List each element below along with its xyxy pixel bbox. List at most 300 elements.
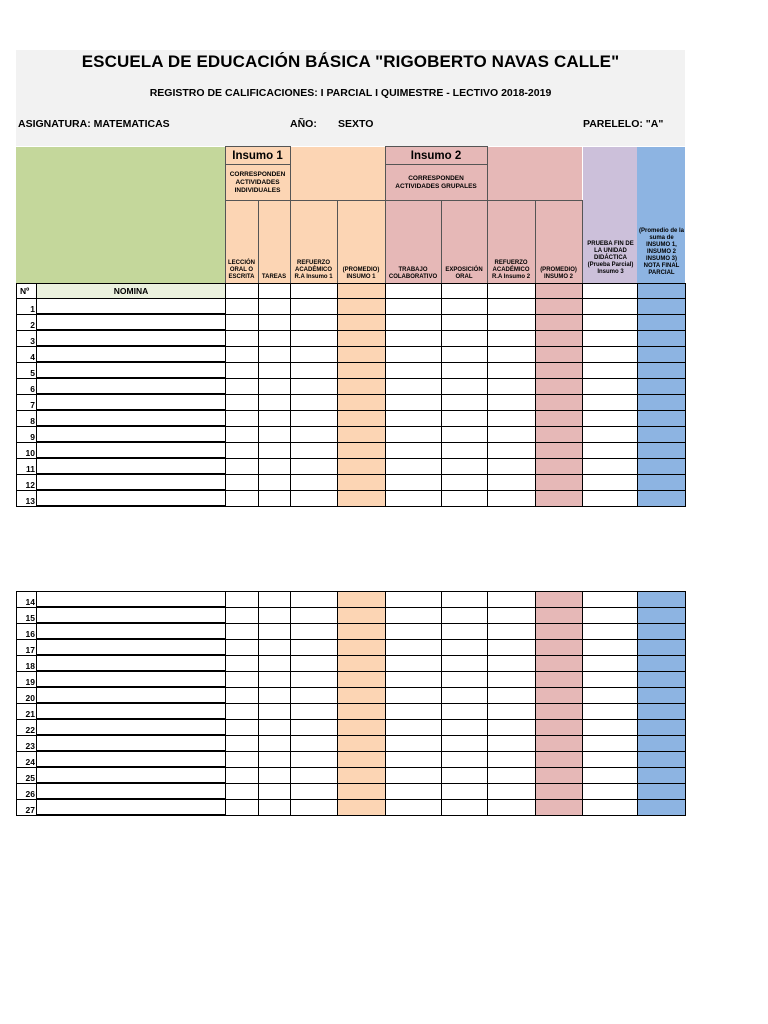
grade-cell[interactable]	[259, 442, 291, 458]
grade-cell[interactable]	[386, 655, 442, 671]
grade-cell[interactable]	[338, 799, 386, 815]
grade-cell[interactable]	[259, 687, 291, 703]
grade-cell[interactable]	[638, 623, 686, 639]
grade-cell[interactable]	[226, 426, 259, 442]
grade-cell[interactable]	[638, 474, 686, 490]
grade-cell[interactable]	[226, 458, 259, 474]
grade-cell[interactable]	[536, 655, 583, 671]
grade-cell[interactable]	[259, 346, 291, 362]
grade-cell[interactable]	[259, 751, 291, 767]
grade-cell[interactable]	[386, 687, 442, 703]
grade-cell[interactable]	[488, 655, 536, 671]
grade-cell[interactable]	[536, 671, 583, 687]
grade-cell[interactable]	[386, 623, 442, 639]
grade-cell[interactable]	[442, 426, 488, 442]
grade-cell[interactable]	[338, 410, 386, 426]
student-name-cell[interactable]	[37, 442, 226, 458]
grade-cell[interactable]	[386, 362, 442, 378]
grade-cell[interactable]	[386, 410, 442, 426]
grade-cell[interactable]	[638, 346, 686, 362]
student-name-cell[interactable]	[37, 490, 226, 506]
grade-cell[interactable]	[386, 719, 442, 735]
grade-cell[interactable]	[226, 735, 259, 751]
student-name-cell[interactable]	[37, 719, 226, 735]
grade-cell[interactable]	[442, 655, 488, 671]
grade-cell[interactable]	[291, 783, 338, 799]
grade-cell[interactable]	[259, 703, 291, 719]
grade-cell[interactable]	[226, 394, 259, 410]
grade-cell[interactable]	[226, 442, 259, 458]
grade-cell[interactable]	[638, 671, 686, 687]
grade-cell[interactable]	[583, 299, 638, 315]
grade-cell[interactable]	[338, 346, 386, 362]
grade-cell[interactable]	[259, 719, 291, 735]
grade-cell[interactable]	[386, 330, 442, 346]
grade-cell[interactable]	[638, 639, 686, 655]
grade-cell[interactable]	[291, 687, 338, 703]
row-number: 15	[17, 607, 37, 623]
grade-cell[interactable]	[386, 767, 442, 783]
grade-cell[interactable]	[259, 639, 291, 655]
grade-cell[interactable]	[583, 799, 638, 815]
grade-cell[interactable]	[259, 490, 291, 506]
grade-cell[interactable]	[536, 607, 583, 623]
grade-cell[interactable]	[638, 719, 686, 735]
grade-cell[interactable]	[226, 719, 259, 735]
grade-cell[interactable]	[583, 687, 638, 703]
grade-cell[interactable]	[259, 410, 291, 426]
student-name-cell[interactable]	[37, 458, 226, 474]
grade-cell[interactable]	[583, 490, 638, 506]
grade-cell[interactable]	[291, 410, 338, 426]
grade-cell[interactable]	[442, 671, 488, 687]
grade-cell[interactable]	[536, 426, 583, 442]
grade-cell[interactable]	[259, 330, 291, 346]
grade-cell[interactable]	[442, 639, 488, 655]
grade-cell[interactable]	[488, 330, 536, 346]
grade-cell[interactable]	[291, 346, 338, 362]
grade-cell[interactable]	[488, 671, 536, 687]
grade-cell[interactable]	[488, 362, 536, 378]
grade-cell[interactable]	[638, 378, 686, 394]
grade-cell[interactable]	[488, 394, 536, 410]
grade-cell[interactable]	[386, 671, 442, 687]
grade-cell[interactable]	[536, 474, 583, 490]
student-name-cell[interactable]	[37, 767, 226, 783]
grade-cell[interactable]	[338, 442, 386, 458]
grade-cell[interactable]	[226, 592, 259, 608]
grade-cell[interactable]	[291, 426, 338, 442]
grade-cell[interactable]	[259, 378, 291, 394]
student-name-cell[interactable]	[37, 751, 226, 767]
grade-cell[interactable]	[442, 346, 488, 362]
grade-cell[interactable]	[226, 639, 259, 655]
grade-cell[interactable]	[583, 767, 638, 783]
grade-cell[interactable]	[536, 767, 583, 783]
grade-cell[interactable]	[226, 330, 259, 346]
grade-cell[interactable]	[259, 394, 291, 410]
student-name-cell[interactable]	[37, 687, 226, 703]
grade-cell[interactable]	[386, 783, 442, 799]
student-name-cell[interactable]	[37, 655, 226, 671]
grade-cell[interactable]	[536, 687, 583, 703]
grade-cell[interactable]	[386, 299, 442, 315]
grade-cell[interactable]	[442, 751, 488, 767]
grade-cell[interactable]	[638, 394, 686, 410]
grade-cell[interactable]	[583, 592, 638, 608]
grade-cell[interactable]	[583, 330, 638, 346]
student-name-cell[interactable]	[37, 426, 226, 442]
grade-cell[interactable]	[226, 474, 259, 490]
grade-cell[interactable]	[638, 330, 686, 346]
grade-cell[interactable]	[226, 410, 259, 426]
grade-cell[interactable]	[583, 442, 638, 458]
grade-cell[interactable]	[386, 474, 442, 490]
grade-cell[interactable]	[536, 330, 583, 346]
student-name-cell[interactable]	[37, 378, 226, 394]
grade-cell[interactable]	[442, 330, 488, 346]
grade-cell[interactable]	[583, 671, 638, 687]
grade-cell[interactable]	[442, 703, 488, 719]
grade-cell[interactable]	[442, 799, 488, 815]
grade-cell[interactable]	[442, 767, 488, 783]
asignatura-label: ASIGNATURA: MATEMATICAS	[18, 118, 170, 130]
grade-cell[interactable]	[488, 703, 536, 719]
grade-cell[interactable]	[226, 314, 259, 330]
grade-cell[interactable]	[442, 410, 488, 426]
grade-cell[interactable]	[638, 362, 686, 378]
grade-cell[interactable]	[638, 687, 686, 703]
grade-cell[interactable]	[338, 314, 386, 330]
grade-cell[interactable]	[291, 735, 338, 751]
grade-cell[interactable]	[638, 751, 686, 767]
grade-cell[interactable]	[442, 623, 488, 639]
grade-cell[interactable]	[338, 490, 386, 506]
grade-cell[interactable]	[226, 623, 259, 639]
grade-cell[interactable]	[226, 751, 259, 767]
grade-cell[interactable]	[583, 735, 638, 751]
grade-cell[interactable]	[536, 490, 583, 506]
grade-cell[interactable]	[488, 687, 536, 703]
grade-cell[interactable]	[338, 474, 386, 490]
grade-cell[interactable]	[583, 639, 638, 655]
grade-cell[interactable]	[259, 655, 291, 671]
grade-cell[interactable]	[386, 751, 442, 767]
grade-cell[interactable]	[338, 751, 386, 767]
grade-cell[interactable]	[536, 751, 583, 767]
grade-cell[interactable]	[442, 458, 488, 474]
grade-cell[interactable]	[536, 458, 583, 474]
grade-cell[interactable]	[386, 314, 442, 330]
grade-cell[interactable]	[488, 378, 536, 394]
grade-cell[interactable]	[442, 474, 488, 490]
grade-cell[interactable]	[291, 458, 338, 474]
grade-cell[interactable]	[536, 314, 583, 330]
grade-cell[interactable]	[583, 607, 638, 623]
grade-cell[interactable]	[638, 458, 686, 474]
grade-cell[interactable]	[386, 346, 442, 362]
grade-cell[interactable]	[638, 410, 686, 426]
grade-cell[interactable]	[442, 719, 488, 735]
grade-cell[interactable]	[291, 655, 338, 671]
grade-cell[interactable]	[488, 474, 536, 490]
grade-cell[interactable]	[536, 378, 583, 394]
grade-cell[interactable]	[442, 735, 488, 751]
grade-cell[interactable]	[488, 783, 536, 799]
grade-cell[interactable]	[488, 299, 536, 315]
student-name-cell[interactable]	[37, 346, 226, 362]
grade-cell[interactable]	[638, 783, 686, 799]
grade-cell[interactable]	[338, 362, 386, 378]
grade-cell[interactable]	[638, 442, 686, 458]
grade-cell[interactable]	[226, 299, 259, 315]
grade-cell[interactable]	[583, 378, 638, 394]
grade-cell[interactable]	[488, 442, 536, 458]
grade-cell[interactable]	[583, 362, 638, 378]
grade-cell[interactable]	[226, 783, 259, 799]
grade-cell[interactable]	[442, 442, 488, 458]
student-name-cell[interactable]	[37, 671, 226, 687]
student-name-cell[interactable]	[37, 607, 226, 623]
grade-cell[interactable]	[638, 490, 686, 506]
grade-cell[interactable]	[338, 426, 386, 442]
grade-cell[interactable]	[226, 767, 259, 783]
grade-cell[interactable]	[338, 458, 386, 474]
grade-cell[interactable]	[226, 607, 259, 623]
grade-cell[interactable]	[338, 767, 386, 783]
grade-cell[interactable]	[226, 655, 259, 671]
grade-cell[interactable]	[442, 378, 488, 394]
grade-cell[interactable]	[291, 299, 338, 315]
grade-cell[interactable]	[583, 474, 638, 490]
grade-cell[interactable]	[338, 639, 386, 655]
grade-cell[interactable]	[259, 607, 291, 623]
grade-cell[interactable]	[488, 719, 536, 735]
grade-cell[interactable]	[536, 362, 583, 378]
grade-cell[interactable]	[488, 346, 536, 362]
grade-cell[interactable]	[226, 799, 259, 815]
grade-cell[interactable]	[226, 362, 259, 378]
grade-cell[interactable]	[488, 410, 536, 426]
grade-cell[interactable]	[259, 671, 291, 687]
grade-cell[interactable]	[583, 394, 638, 410]
grade-cell[interactable]	[583, 655, 638, 671]
grade-cell[interactable]	[386, 639, 442, 655]
student-name-cell[interactable]	[37, 474, 226, 490]
grade-cell[interactable]	[638, 735, 686, 751]
grade-cell[interactable]	[259, 735, 291, 751]
student-name-cell[interactable]	[37, 299, 226, 315]
grade-cell[interactable]	[488, 639, 536, 655]
student-name-cell[interactable]	[37, 394, 226, 410]
grade-cell[interactable]	[226, 490, 259, 506]
grade-cell[interactable]	[259, 799, 291, 815]
grade-cell[interactable]	[291, 719, 338, 735]
grade-cell[interactable]	[386, 378, 442, 394]
grade-cell[interactable]	[583, 623, 638, 639]
grade-cell[interactable]	[442, 607, 488, 623]
grade-cell[interactable]	[259, 783, 291, 799]
grade-cell[interactable]	[259, 474, 291, 490]
grade-cell[interactable]	[259, 314, 291, 330]
grade-cell[interactable]	[583, 346, 638, 362]
grade-cell[interactable]	[488, 735, 536, 751]
grade-cell[interactable]	[386, 703, 442, 719]
row-number: 3	[17, 330, 37, 346]
grade-cell[interactable]	[386, 426, 442, 442]
student-name-cell[interactable]	[37, 799, 226, 815]
grade-cell[interactable]	[291, 442, 338, 458]
grade-cell[interactable]	[536, 346, 583, 362]
grade-cell[interactable]	[583, 719, 638, 735]
grade-cell[interactable]	[291, 671, 338, 687]
grade-cell[interactable]	[226, 378, 259, 394]
grade-cell[interactable]	[259, 623, 291, 639]
grade-cell[interactable]	[488, 623, 536, 639]
grade-cell[interactable]	[638, 299, 686, 315]
grade-cell[interactable]	[338, 378, 386, 394]
grade-cell[interactable]	[488, 751, 536, 767]
student-name-cell[interactable]	[37, 639, 226, 655]
grade-cell[interactable]	[442, 490, 488, 506]
grade-cell[interactable]	[259, 592, 291, 608]
grade-cell[interactable]	[488, 607, 536, 623]
student-name-cell[interactable]	[37, 362, 226, 378]
grade-cell[interactable]	[386, 442, 442, 458]
grade-cell[interactable]	[638, 799, 686, 815]
grade-cell[interactable]	[291, 799, 338, 815]
grade-cell[interactable]	[536, 410, 583, 426]
student-name-cell[interactable]	[37, 314, 226, 330]
grade-cell[interactable]	[583, 410, 638, 426]
grade-cell[interactable]	[259, 299, 291, 315]
student-name-cell[interactable]	[37, 703, 226, 719]
grade-cell[interactable]	[488, 799, 536, 815]
grade-cell[interactable]	[536, 799, 583, 815]
grade-cell[interactable]	[536, 703, 583, 719]
grade-cell[interactable]	[259, 767, 291, 783]
grade-cell[interactable]	[338, 719, 386, 735]
grade-cell[interactable]	[638, 314, 686, 330]
student-name-cell[interactable]	[37, 735, 226, 751]
grade-cell[interactable]	[338, 592, 386, 608]
grade-cell[interactable]	[536, 394, 583, 410]
grade-cell[interactable]	[638, 703, 686, 719]
grade-cell[interactable]	[583, 314, 638, 330]
grade-cell[interactable]	[442, 592, 488, 608]
student-name-cell[interactable]	[37, 623, 226, 639]
grade-cell[interactable]	[338, 735, 386, 751]
grade-cell[interactable]	[442, 362, 488, 378]
grade-cell[interactable]	[291, 607, 338, 623]
student-name-cell[interactable]	[37, 783, 226, 799]
grade-cell[interactable]	[488, 592, 536, 608]
grade-cell[interactable]	[338, 394, 386, 410]
grade-cell[interactable]	[638, 767, 686, 783]
grade-cell[interactable]	[583, 783, 638, 799]
student-name-cell[interactable]	[37, 592, 226, 608]
grade-cell[interactable]	[291, 378, 338, 394]
grade-cell[interactable]	[536, 783, 583, 799]
grade-cell[interactable]	[291, 474, 338, 490]
grade-cell[interactable]	[338, 671, 386, 687]
grade-cell[interactable]	[291, 394, 338, 410]
grade-cell[interactable]	[488, 426, 536, 442]
grade-cell[interactable]	[536, 623, 583, 639]
grade-cell[interactable]	[226, 671, 259, 687]
grade-cell[interactable]	[386, 799, 442, 815]
grade-cell[interactable]	[291, 330, 338, 346]
grade-cell[interactable]	[583, 458, 638, 474]
grade-cell[interactable]	[291, 703, 338, 719]
grade-cell[interactable]	[442, 314, 488, 330]
grade-cell[interactable]	[488, 490, 536, 506]
student-name-cell[interactable]	[37, 410, 226, 426]
grade-cell[interactable]	[536, 639, 583, 655]
grade-cell[interactable]	[386, 490, 442, 506]
grade-cell[interactable]	[291, 362, 338, 378]
grade-cell[interactable]	[442, 394, 488, 410]
grade-cell[interactable]	[638, 607, 686, 623]
grade-cell[interactable]	[338, 299, 386, 315]
grade-cell[interactable]	[226, 346, 259, 362]
grade-cell[interactable]	[638, 655, 686, 671]
grade-cell[interactable]	[291, 767, 338, 783]
grade-cell[interactable]	[259, 426, 291, 442]
student-name-cell[interactable]	[37, 330, 226, 346]
grade-cell[interactable]	[638, 426, 686, 442]
grade-cell[interactable]	[386, 592, 442, 608]
grade-cell[interactable]	[536, 735, 583, 751]
grade-cell[interactable]	[386, 735, 442, 751]
grade-cell[interactable]	[488, 314, 536, 330]
grade-cell[interactable]	[291, 751, 338, 767]
grade-cell[interactable]	[583, 751, 638, 767]
grade-cell[interactable]	[583, 703, 638, 719]
grade-cell[interactable]	[338, 655, 386, 671]
grade-cell[interactable]	[259, 362, 291, 378]
grade-cell[interactable]	[583, 426, 638, 442]
grade-cell[interactable]	[488, 767, 536, 783]
grade-cell[interactable]	[338, 330, 386, 346]
grade-cell[interactable]	[442, 783, 488, 799]
grade-cell[interactable]	[338, 703, 386, 719]
grade-cell[interactable]	[226, 687, 259, 703]
grade-cell[interactable]	[638, 592, 686, 608]
grade-cell[interactable]	[386, 394, 442, 410]
grade-cell[interactable]	[338, 623, 386, 639]
grade-cell[interactable]	[338, 783, 386, 799]
grade-cell[interactable]	[226, 703, 259, 719]
grade-cell[interactable]	[536, 442, 583, 458]
grade-cell[interactable]	[536, 592, 583, 608]
grade-cell[interactable]	[338, 687, 386, 703]
grade-cell[interactable]	[291, 639, 338, 655]
grade-cell[interactable]	[291, 623, 338, 639]
grade-cell[interactable]	[291, 314, 338, 330]
grade-cell[interactable]	[386, 607, 442, 623]
grade-cell[interactable]	[488, 458, 536, 474]
grade-cell[interactable]	[442, 687, 488, 703]
grade-cell[interactable]	[442, 299, 488, 315]
grade-cell[interactable]	[259, 458, 291, 474]
grade-cell[interactable]	[338, 607, 386, 623]
grade-cell[interactable]	[536, 299, 583, 315]
grade-cell[interactable]	[536, 719, 583, 735]
grade-cell[interactable]	[386, 458, 442, 474]
grade-cell[interactable]	[291, 592, 338, 608]
grade-cell[interactable]	[291, 490, 338, 506]
